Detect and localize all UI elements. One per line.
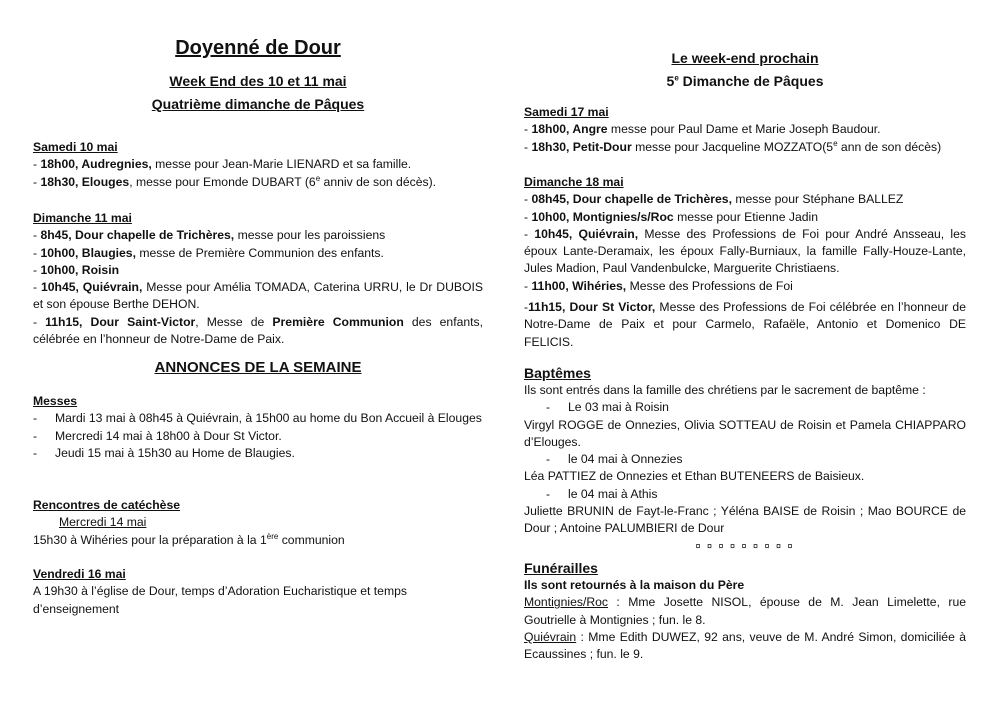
funerals-heading: Funérailles <box>524 560 598 576</box>
mass-item: - 18h00, Angre messe pour Paul Dame et Marie Joseph Baudour. <box>524 122 881 137</box>
mass-item: - 10h00, Blaugies, messe de Première Communion des enfants. <box>33 245 384 260</box>
funerals-block <box>524 559 966 663</box>
catechesis-text: 15h30 à Wihéries pour la préparation à la 1ère communion <box>33 531 345 547</box>
mass-item: - 11h00, Wihéries, Messe des Professions de Foi <box>524 278 793 293</box>
next-saturday-heading: Samedi 17 mai <box>524 105 609 119</box>
announcements-title: ANNONCES DE LA SEMAINE <box>154 359 362 376</box>
mass-item: - 10h00, Roisin <box>33 262 120 277</box>
masses-block <box>33 393 483 462</box>
next-weekend-title: Le week-end prochain <box>671 50 819 66</box>
deanery-title: Doyenné de Dour <box>175 37 341 59</box>
mass-item: - 10h45, Quiévrain, Messe pour Amélia TOMADA, Caterina URRU, le Dr DUBOIS et son épouse Berthe DEHON. <box>33 280 484 312</box>
funeral-item: Montignies/Roc : Mme Josette NISOL, épouse de M. Jean Limelette, rue Goutrielle à Montignies ; fun. le 8. <box>524 595 966 627</box>
friday-block <box>33 566 483 618</box>
next-sunday-heading: Dimanche 18 mai <box>524 175 624 189</box>
catechesis-heading: Rencontres de catéchèse <box>33 498 180 512</box>
friday-heading: Vendredi 16 mai <box>33 567 126 581</box>
baptism-names: Léa PATTIEZ de Onnezies et Ethan BUTENEERS de Baisieux. <box>524 469 865 484</box>
mass-item: - 18h30, Elouges, messe pour Emonde DUBART (6e anniv de son décès). <box>33 173 437 189</box>
saturday-heading: Samedi 10 mai <box>33 140 118 154</box>
mass-item: - 10h45, Quiévrain, Messe des Professions de Foi pour André Ansseau, les époux Lante-Deramaix, les époux Fally-Burniaux, la famille Fally-Houze-Lante, Jules Madion, Paul Vandenbulcke, Marguerite Christiaens. <box>524 226 966 276</box>
funeral-item: Quiévrain : Mme Edith DUWEZ, 92 ans, veuve de M. André Simon, domiciliée à Ecaussines ; fun. le 9. <box>524 629 966 662</box>
sunday-heading: Dimanche 11 mai <box>33 211 132 225</box>
baptisms-block <box>524 364 966 555</box>
masses-item: - Mardi 13 mai à 08h45 à Quiévrain, à 15h00 au home du Bon Accueil à Elouges <box>33 411 482 426</box>
baptism-date: - le 04 mai à Athis <box>546 486 658 501</box>
funerals-intro: Ils sont retournés à la maison du Père <box>524 578 745 592</box>
mass-item: - 10h00, Montignies/s/Roc messe pour Etienne Jadin <box>524 209 818 224</box>
sunday-title: Quatrième dimanche de Pâques <box>151 96 365 112</box>
mass-item: - 18h30, Petit-Dour messe pour Jacqueline MOZZATO(5e ann de son décès) <box>524 138 942 154</box>
masses-item: - Mercredi 14 mai à 18h00 à Dour St Victor. <box>33 428 282 443</box>
mass-item: - 8h45, Dour chapelle de Trichères, messe pour les paroissiens <box>33 228 386 243</box>
saturday-block <box>33 139 483 191</box>
baptism-date: - le 04 mai à Onnezies <box>546 452 683 467</box>
mass-item: - 18h00, Audregnies, messe pour Jean-Marie LIENARD et sa famille. <box>33 157 412 172</box>
masses-item: - Jeudi 15 mai à 15h30 au Home de Blaugies. <box>33 445 295 460</box>
baptism-names: Virgyl ROGGE de Onnezies, Olivia SOTTEAU de Roisin et Pamela CHIAPPARO d’Elouges. <box>524 417 966 449</box>
baptism-date: - Le 03 mai à Roisin <box>546 400 669 415</box>
baptisms-heading: Baptêmes <box>524 365 591 381</box>
next-saturday-block <box>524 104 966 156</box>
catechesis-date: Mercredi 14 mai <box>59 515 147 530</box>
catechesis-block <box>33 497 483 549</box>
masses-heading: Messes <box>33 394 78 408</box>
baptism-names: Juliette BRUNIN de Fayt-le-Franc ; Yéléna BAISE de Roisin ; Mao BOURCE de Dour ; Antoine PALUMBIERI de Dour <box>524 504 966 536</box>
separator-ornament: ¤ ¤ ¤ ¤ ¤ ¤ ¤ ¤ ¤ <box>695 540 795 551</box>
weekend-title: Week End des 10 et 11 mai <box>169 73 347 89</box>
mass-item: - 08h45, Dour chapelle de Trichères, messe pour Stéphane BALLEZ <box>524 192 904 207</box>
sunday-block <box>33 210 483 348</box>
friday-text: A 19h30 à l’église de Dour, temps d’Adoration Eucharistique et temps d’enseignement <box>33 584 407 616</box>
next-sunday-block <box>524 174 966 351</box>
baptisms-intro: Ils sont entrés dans la famille des chrétiens par le sacrement de baptême : <box>524 383 926 397</box>
next-sunday-title: 5e Dimanche de Pâques <box>666 73 824 89</box>
mass-item: -11h15, Dour St Victor, Messe des Professions de Foi célébrée en l’honneur de Notre-Dame de Paix et pour Carmelo, Rafaële, Antonio et Domenico DE FELICIS. <box>524 300 966 349</box>
mass-item: - 11h15, Dour Saint-Victor, Messe de Première Communion des enfants, célébrée en l’honneur de Notre-Dame de Paix. <box>33 314 483 347</box>
